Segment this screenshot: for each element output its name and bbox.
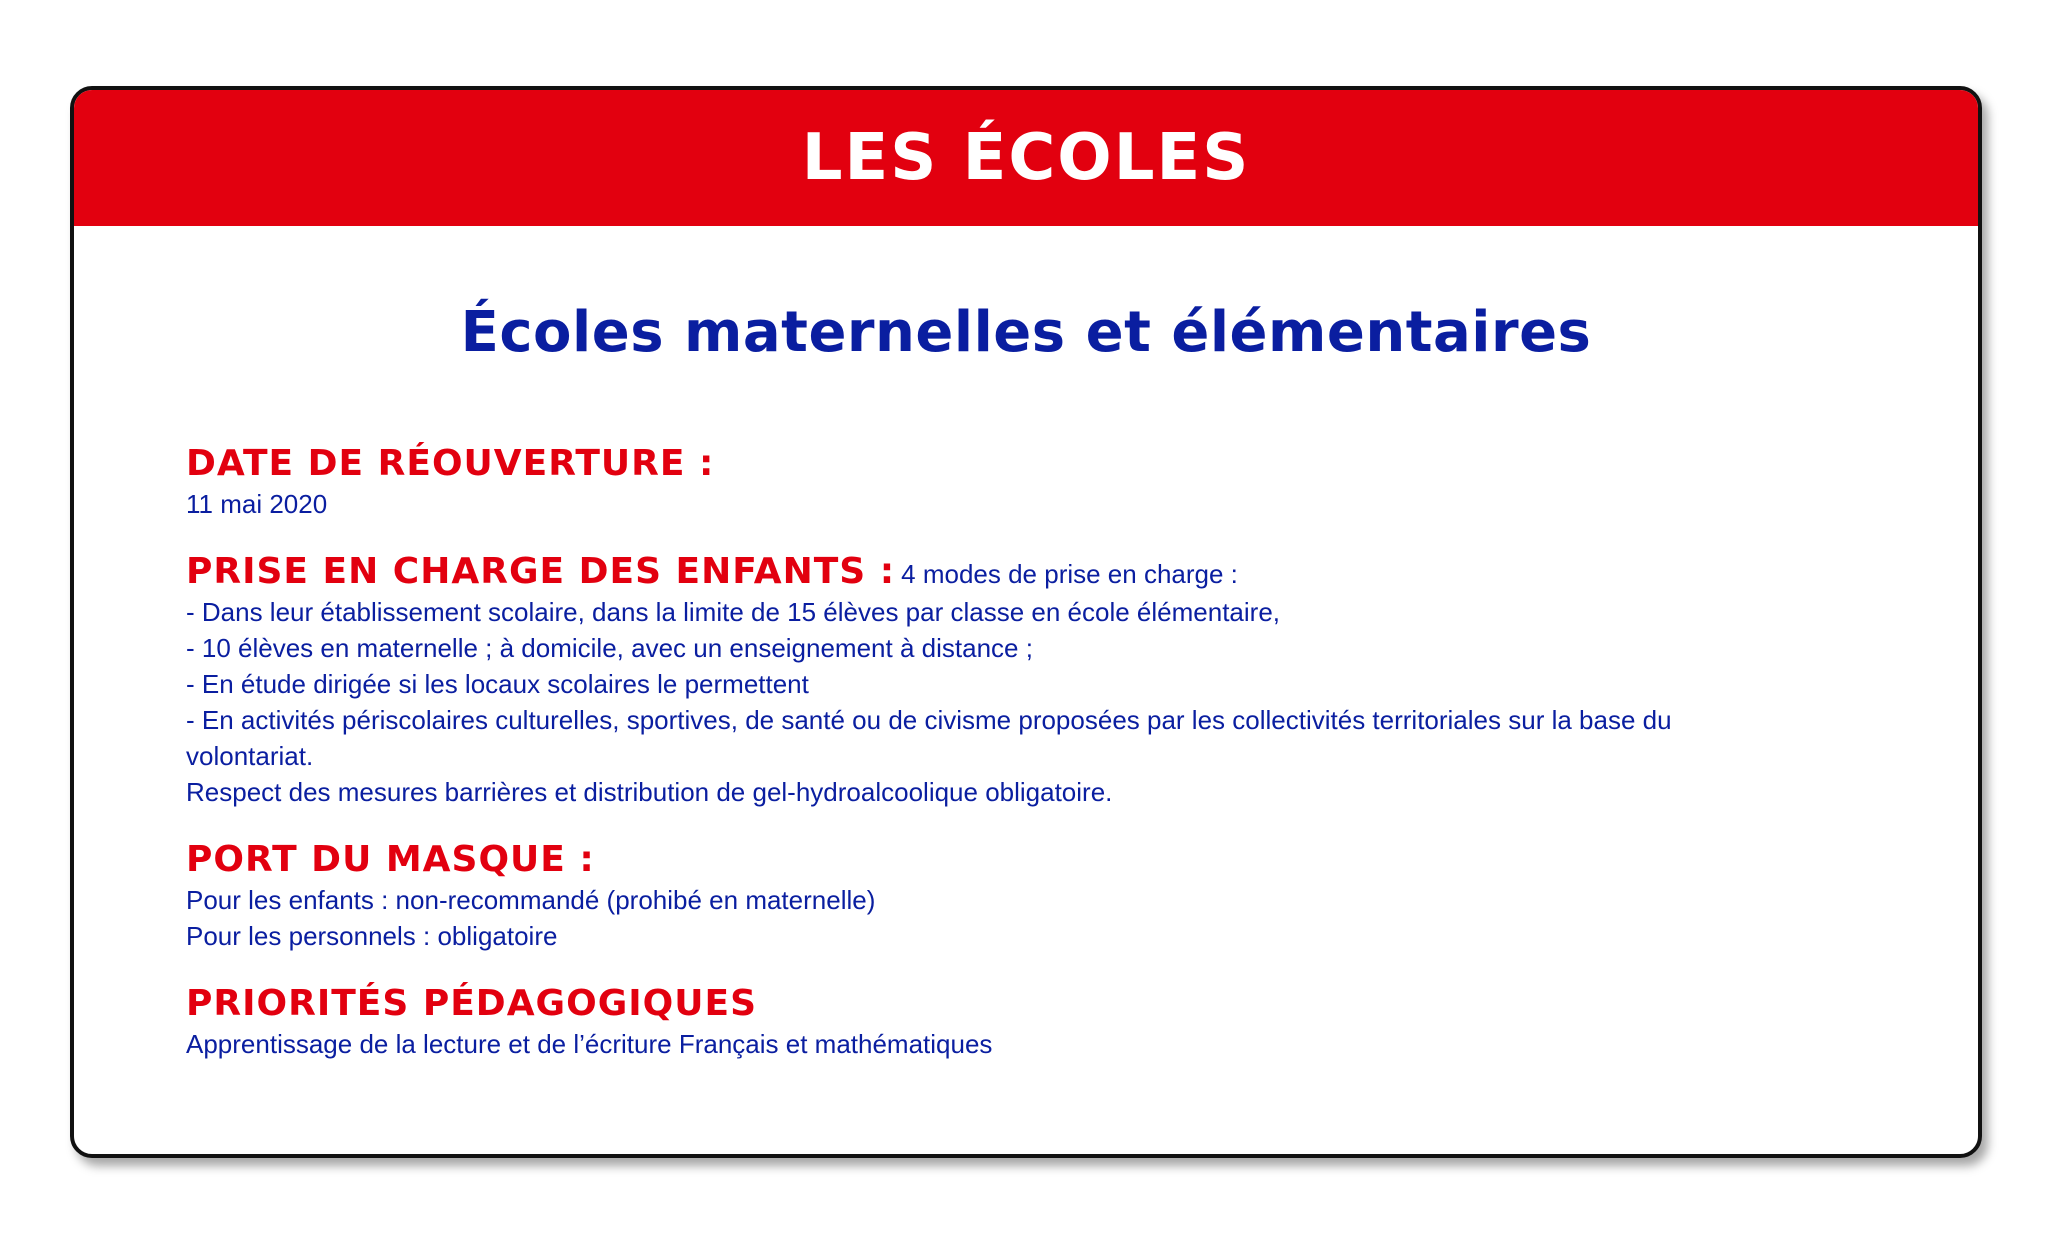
section-line: - En étude dirigée si les locaux scolaires le permettent xyxy=(186,669,809,699)
section-line: Pour les enfants : non-recommandé (prohibé en maternelle) xyxy=(186,885,876,915)
section-mask xyxy=(186,838,1886,954)
section-reopening xyxy=(186,442,1886,522)
section-heading: PRIORITÉS PÉDAGOGIQUES xyxy=(186,983,757,1024)
section-priorities xyxy=(186,982,1886,1062)
section-line: volontariat. xyxy=(186,741,314,771)
section-line: 11 mai 2020 xyxy=(186,489,328,519)
section-line: - Dans leur établissement scolaire, dans la limite de 15 élèves par classe en école élémentaire, xyxy=(186,597,1281,627)
section-heading: PRISE EN CHARGE DES ENFANTS : xyxy=(186,551,896,592)
section-care xyxy=(186,550,1886,810)
section-line: Respect des mesures barrières et distribution de gel-hydroalcoolique obligatoire. xyxy=(186,777,1113,807)
section-heading: PORT DU MASQUE : xyxy=(186,839,595,880)
section-line: - En activités périscolaires culturelles, sportives, de santé ou de civisme proposées par les collectivités territoriales sur la base du xyxy=(186,705,1672,735)
section-line: - 10 élèves en maternelle ; à domicile, avec un enseignement à distance ; xyxy=(186,633,1033,663)
banner-title: LES ÉCOLES xyxy=(801,121,1251,195)
section-line: Pour les personnels : obligatoire xyxy=(186,921,558,951)
content-body xyxy=(186,442,1886,1090)
info-card xyxy=(70,86,1982,1158)
section-line: Apprentissage de la lecture et de l’écriture Français et mathématiques xyxy=(186,1029,993,1059)
section-heading: DATE DE RÉOUVERTURE : xyxy=(186,443,715,484)
page-subtitle: Écoles maternelles et élémentaires xyxy=(460,300,1592,365)
section-inline-text: 4 modes de prise en charge : xyxy=(901,559,1238,589)
header-banner xyxy=(74,90,1978,226)
